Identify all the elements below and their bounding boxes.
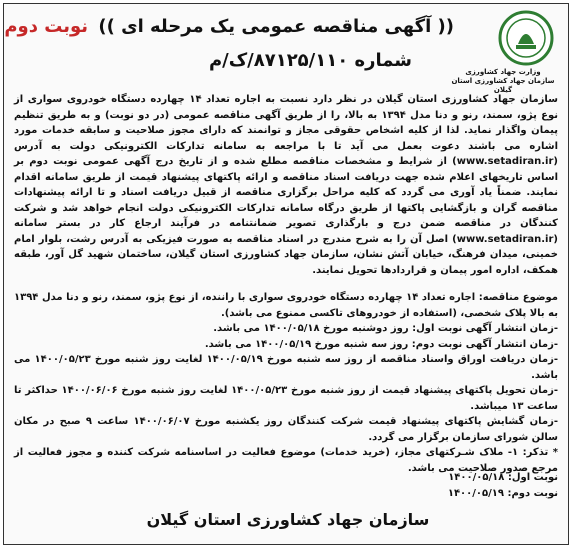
org-line-1: وزارت جهاد کشاورزی: [465, 68, 541, 76]
item-first-publish: -زمان انتشار آگهی نوبت اول: روز دوشنبه مورخ ۱۴۰۰/۰۵/۱۸ می باشد.: [213, 323, 558, 334]
notice-body: [14, 92, 558, 278]
notice-header: [4, 6, 562, 94]
first-publication-date: نوبت اول: ۱۴۰۰/۰۵/۱۸: [448, 472, 558, 483]
ministry-logo-icon: [498, 10, 554, 66]
item-second-publish: -زمان انتشار آگهی نوبت دوم: روز سه شنبه مورخ ۱۴۰۰/۰۵/۱۹ می باشد.: [204, 338, 558, 350]
publication-dates: [14, 470, 558, 501]
signature: سازمان جهاد کشاورزی استان گیلان: [146, 510, 430, 529]
item-subject: موضوع مناقصه: اجاره تعداد ۱۴ چهارده دستگاه خودروی سواری با راننده، از نوع پژو، سمند، رنو و دنا مدل ۱۳۹۴ به بالا پلاک شخصی، (استفاده از خودروهای تاکسی ممنوع می باشد).: [14, 292, 558, 319]
item-bid-delivery: -زمان تحویل پاکتهای پیشنهاد قیمت از روز شنبه مورخ ۱۴۰۰/۰۵/۲۳ لغایت روز شنبه مورخ ۱۴۰۰/۰۶/۰۶ حداکثر تا ساعت ۱۳ میباشد.: [14, 385, 558, 412]
notice-items: [14, 290, 558, 476]
item-document-receipt: -زمان دریافت اوراق واسناد مناقصه از روز سه شنبه مورخ ۱۴۰۰/۰۵/۱۹ لغایت روز شنبه مورخ ۱۴۰۰/۰۵/۲۳ می باشد.: [14, 354, 558, 381]
notice-number: شماره ۸۷۱۲۵/۱۱۰/ک/م: [208, 50, 412, 71]
item-note: * تذکر: ۱- ملاک شـرکتهای مجاز، (خرید خدمات) موضوع فعالیت در اساسنامه شرکت کننده و مجوز فعالیت از مرجع صدور صلاحیت می باشد.: [14, 447, 559, 474]
notice-title: [4, 16, 454, 37]
edition-label: نوبت دوم: [4, 16, 89, 37]
title-text: (( آگهی مناقصه عمومی یک مرحله ای )): [98, 16, 454, 37]
org-line-2: سازمان جهاد کشاورزی استان گیلان: [451, 77, 555, 94]
second-publication-date: نوبت دوم: ۱۴۰۰/۰۵/۱۹: [447, 487, 558, 499]
organization-caption: [448, 68, 558, 95]
item-bid-opening: -زمان گشایش پاکتهای پیشنهاد قیمت شرکت کنندگان روز یکشنبه مورخ ۱۴۰۰/۰۶/۰۷ ساعت ۹ صبح در مکان سالن شورای سازمان برگزار می گردد.: [14, 416, 559, 443]
body-paragraph: سازمان جهاد کشاورزی استان گیلان در نظر دارد نسبت به اجاره تعداد ۱۴ چهارده دستگاه خودروی سواری از نوع پژو، سمند، رنو و دنا مدل ۱۳۹۴ به بالا، را از طریق آگهی مناقصه عمومی (در دو نوبت) و به طریق تنظیم پیمان واگذار نماید. لذا از کلیه اشخاص حقوقی مجاز و توانمند که دارای مجوز صلاحیت و سابقه خدمات مورد اشاره می باشند دعوت بعمل می آید تا با مراجعه به سامانه تدارکات الکترونیکی دولت به آدرس (www.setadiran.ir) از شرایط و مشخصات مناقصه مطلع شده و از تاریخ درج آگهی عمومی نوبت دوم بر اساس تاریخهای اعلام شده جهت دریافت اسناد مناقصه و ارائه پاکتهای پیشنهاد قیمت از طریق سامانه اقدام نمایند. ضمناً یاد آوری می گردد که کلیه مراحل برگزاری مناقصه از قبیل دریافت اسناد و تا ارائه پیشنهادات مناقصه گران و بازگشایی پاکتها از طریق درگاه سامانه تدارکات الکترونیکی دولت انجام خواهد شد و شرکت کنندگان در مناقصه ضمن درج و بارگذاری تصویر ضمانتنامه در فرآیند ارجاع کار در بستر سامانه (www.setadiran.ir) اصل آن را به شرح مندرج در اسناد مناقصه به صورت فیزیکی به آدرس رشت، بلوار امام خمینی، میدان فرهنگ، خیابان آتش نشان، سازمان جهاد کشاورزی استان گیلان، ساختمان شهید گل آور، طبقه همکف، اداره امور پیمان و قراردادها تحویل نمایند.: [14, 94, 559, 276]
